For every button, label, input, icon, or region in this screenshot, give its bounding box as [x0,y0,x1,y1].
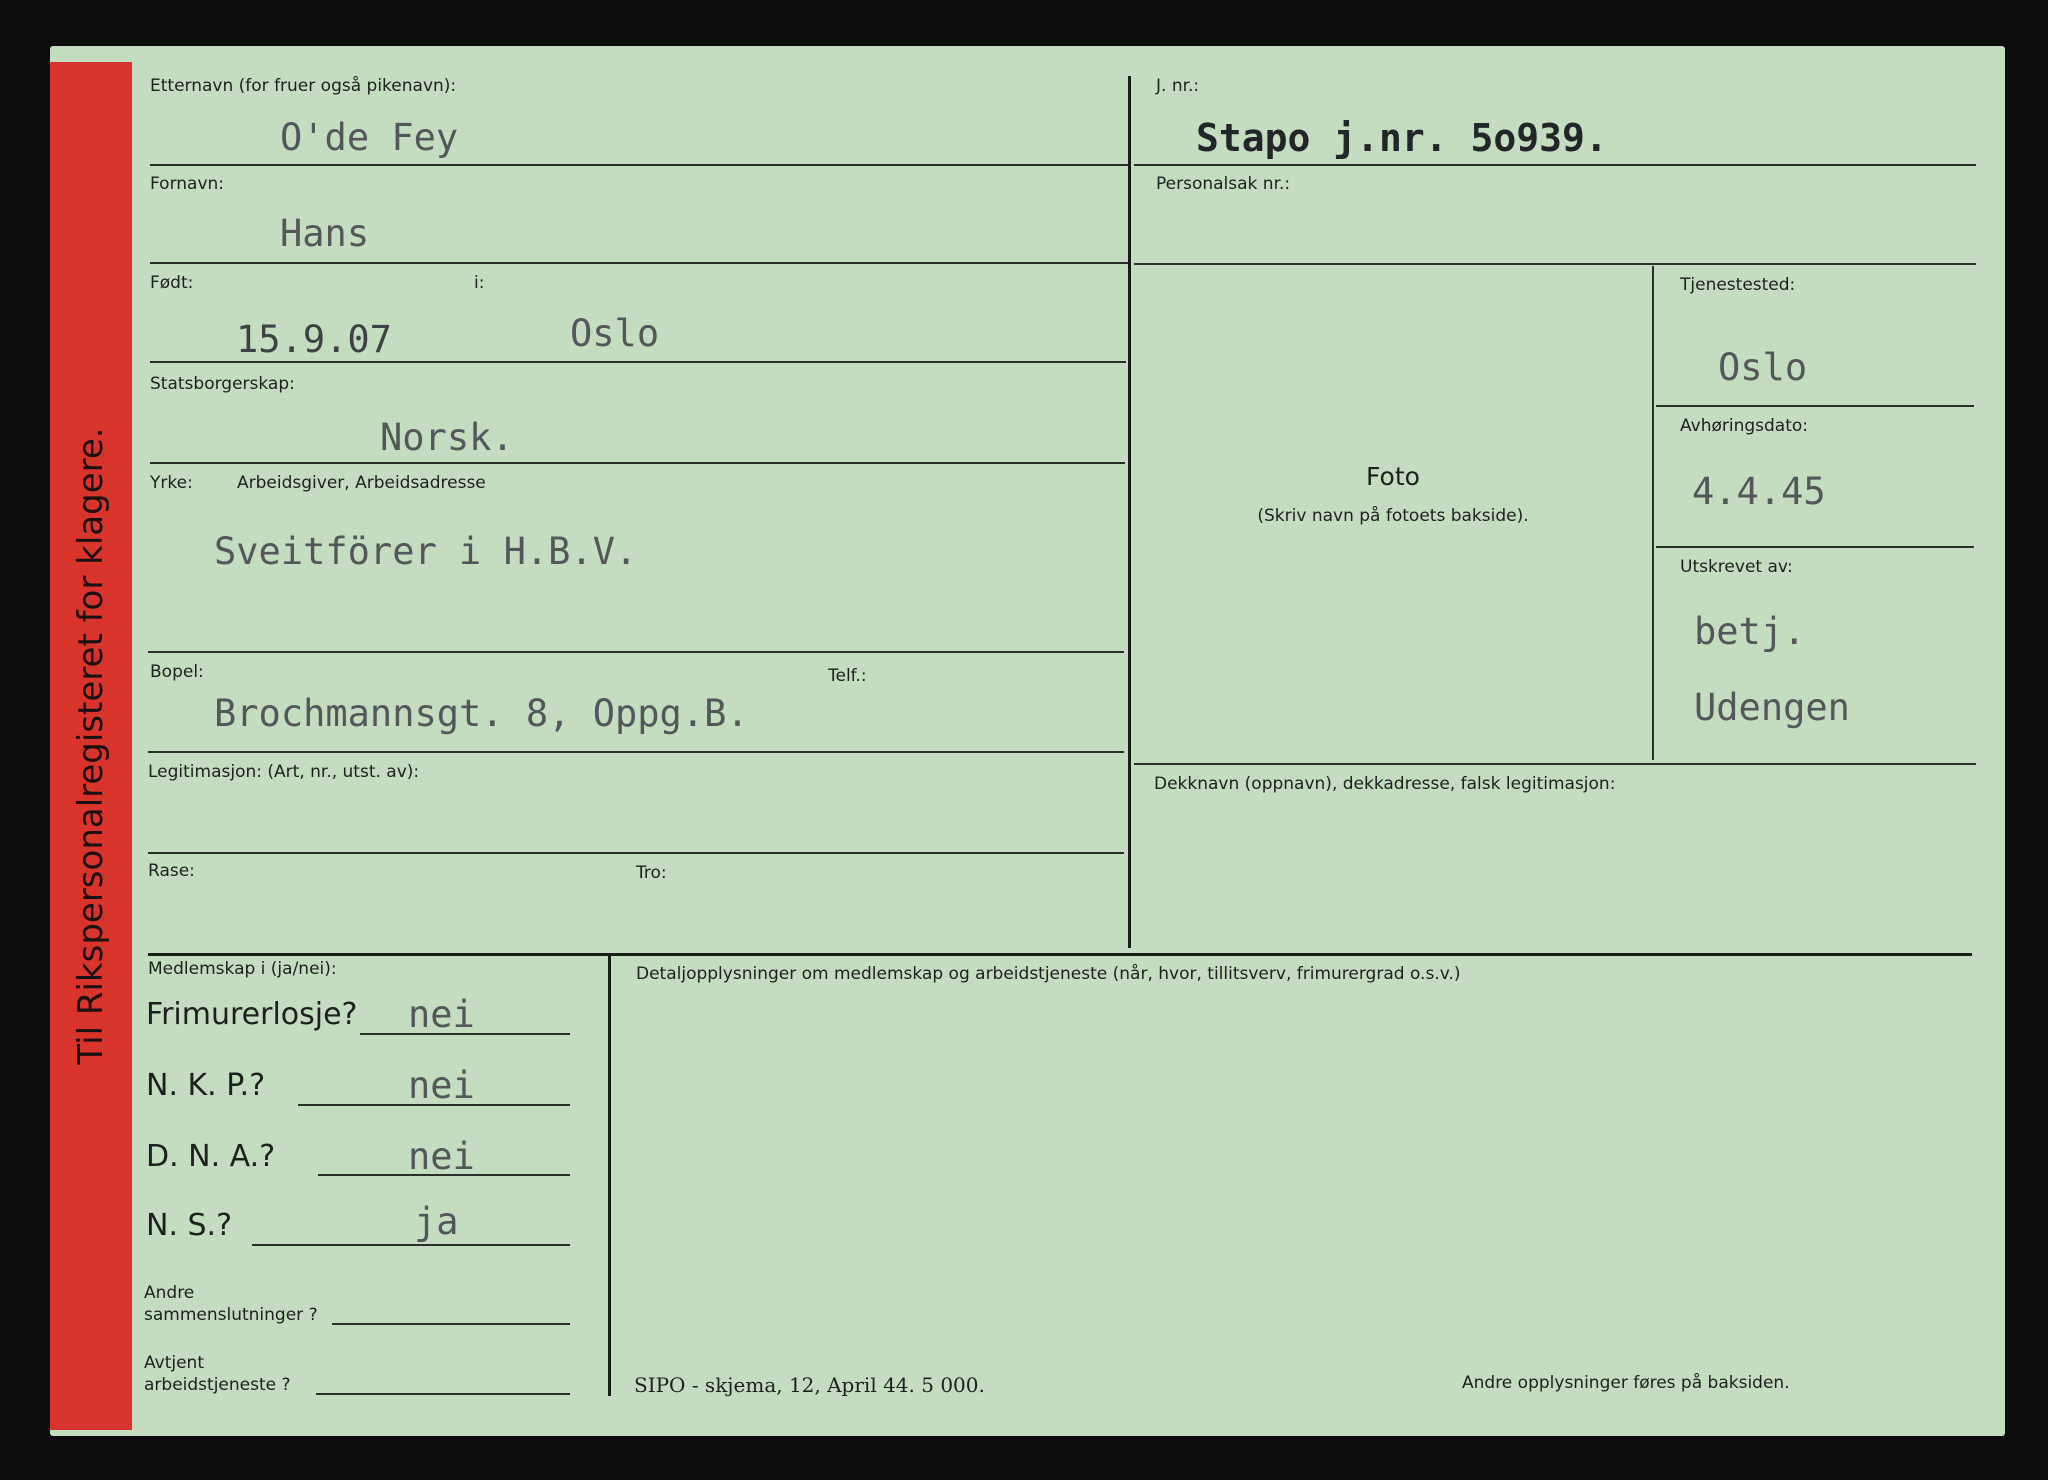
label-tro: Tro: [636,863,667,883]
value-fodt-i: Oslo [570,312,660,355]
membership-avtjent-line2: arbeidstjeneste ? [144,1375,291,1395]
value-fornavn: Hans [280,212,370,255]
membership-label-frimurer: Frimurerlosje? [146,997,358,1032]
rule-jnr [1134,164,1976,166]
value-fodt: 15.9.07 [236,318,392,361]
rule-yrke [148,651,1124,653]
divider-photo-vertical [1652,266,1654,760]
label-yrke: Yrke: [150,473,193,493]
details-label: Detaljopplysninger om medlemskap og arbeidstjeneste (når, hvor, tillitsverv, frimurergrad o.s.v.) [636,964,1461,984]
membership-label-dna: D. N. A.? [146,1139,276,1174]
label-fodt-i: i: [474,273,485,293]
label-statsborgerskap: Statsborgerskap: [150,374,295,394]
label-avhoringsdato: Avhøringsdato: [1680,416,1809,436]
membership-title: Medlemskap i (ja/nei): [148,959,337,979]
value-statsborgerskap: Norsk. [380,416,514,459]
label-jnr: J. nr.: [1156,76,1200,96]
rule-avhoringsdato [1656,546,1974,548]
rule-fornavn [150,262,1128,264]
divider-main-horizontal [148,953,1972,956]
label-yrke-sub: Arbeidsgiver, Arbeidsadresse [237,473,486,493]
rule-fodt [150,361,1126,363]
value-utskrevet-line2: Udengen [1694,686,1850,729]
footer-note: Andre opplysninger føres på baksiden. [1462,1373,1790,1393]
label-tjenestested: Tjenestested: [1680,275,1796,295]
membership-label-ns: N. S.? [146,1208,233,1243]
label-bopel: Bopel: [150,662,204,682]
value-etternavn: O'de Fey [280,116,459,159]
rule-statsborgerskap [150,462,1125,464]
photo-title: Foto [1366,462,1420,491]
rule-personalsak [1134,263,1976,265]
photo-subtitle: (Skriv navn på fotoets bakside). [1257,506,1529,526]
value-avhoringsdato: 4.4.45 [1692,470,1826,513]
label-personalsak: Personalsak nr.: [1156,174,1291,194]
membership-value-dna: nei [408,1135,475,1178]
rule-tjenestested [1656,405,1974,407]
label-rase: Rase: [148,861,195,881]
membership-andre-line1: Andre [144,1283,195,1303]
membership-andre-line2: sammenslutninger ? [144,1305,318,1325]
membership-value-nkp: nei [408,1064,475,1107]
value-jnr: Stapo j.nr. 5o939. [1196,116,1608,160]
membership-rule-andre [332,1323,570,1325]
label-fornavn: Fornavn: [150,174,225,194]
value-bopel: Brochmannsgt. 8, Oppg.B. [214,692,749,735]
rule-bopel [148,751,1124,753]
side-band-text: Til Rikspersonalregisteret for klagere. [71,427,111,1065]
form-id: SIPO - skjema, 12, April 44. 5 000. [634,1373,985,1397]
label-telf: Telf.: [828,666,867,686]
rule-legitimasjon [148,852,1124,854]
label-etternavn: Etternavn (for fruer også pikenavn): [150,76,457,96]
label-dekknavn: Dekknavn (oppnavn), dekkadresse, falsk legitimasjon: [1154,774,1616,794]
rule-photo-bottom [1134,763,1976,765]
membership-rule-avtjent [316,1393,570,1395]
value-utskrevet-line1: betj. [1694,610,1806,653]
membership-value-frimurer: nei [408,993,475,1036]
membership-label-nkp: N. K. P.? [146,1068,266,1103]
divider-main-vertical [1128,76,1131,948]
value-yrke: Sveitförer i H.B.V. [214,530,638,573]
label-utskrevet: Utskrevet av: [1680,557,1793,577]
value-tjenestested: Oslo [1718,346,1808,389]
membership-avtjent-line1: Avtjent [144,1353,204,1373]
membership-value-ns: ja [414,1200,459,1243]
rule-etternavn [150,164,1128,166]
divider-membership-vertical [608,956,611,1396]
membership-rule-ns [252,1244,570,1246]
label-fodt: Født: [150,273,194,293]
label-legitimasjon: Legitimasjon: (Art, nr., utst. av): [148,762,420,782]
